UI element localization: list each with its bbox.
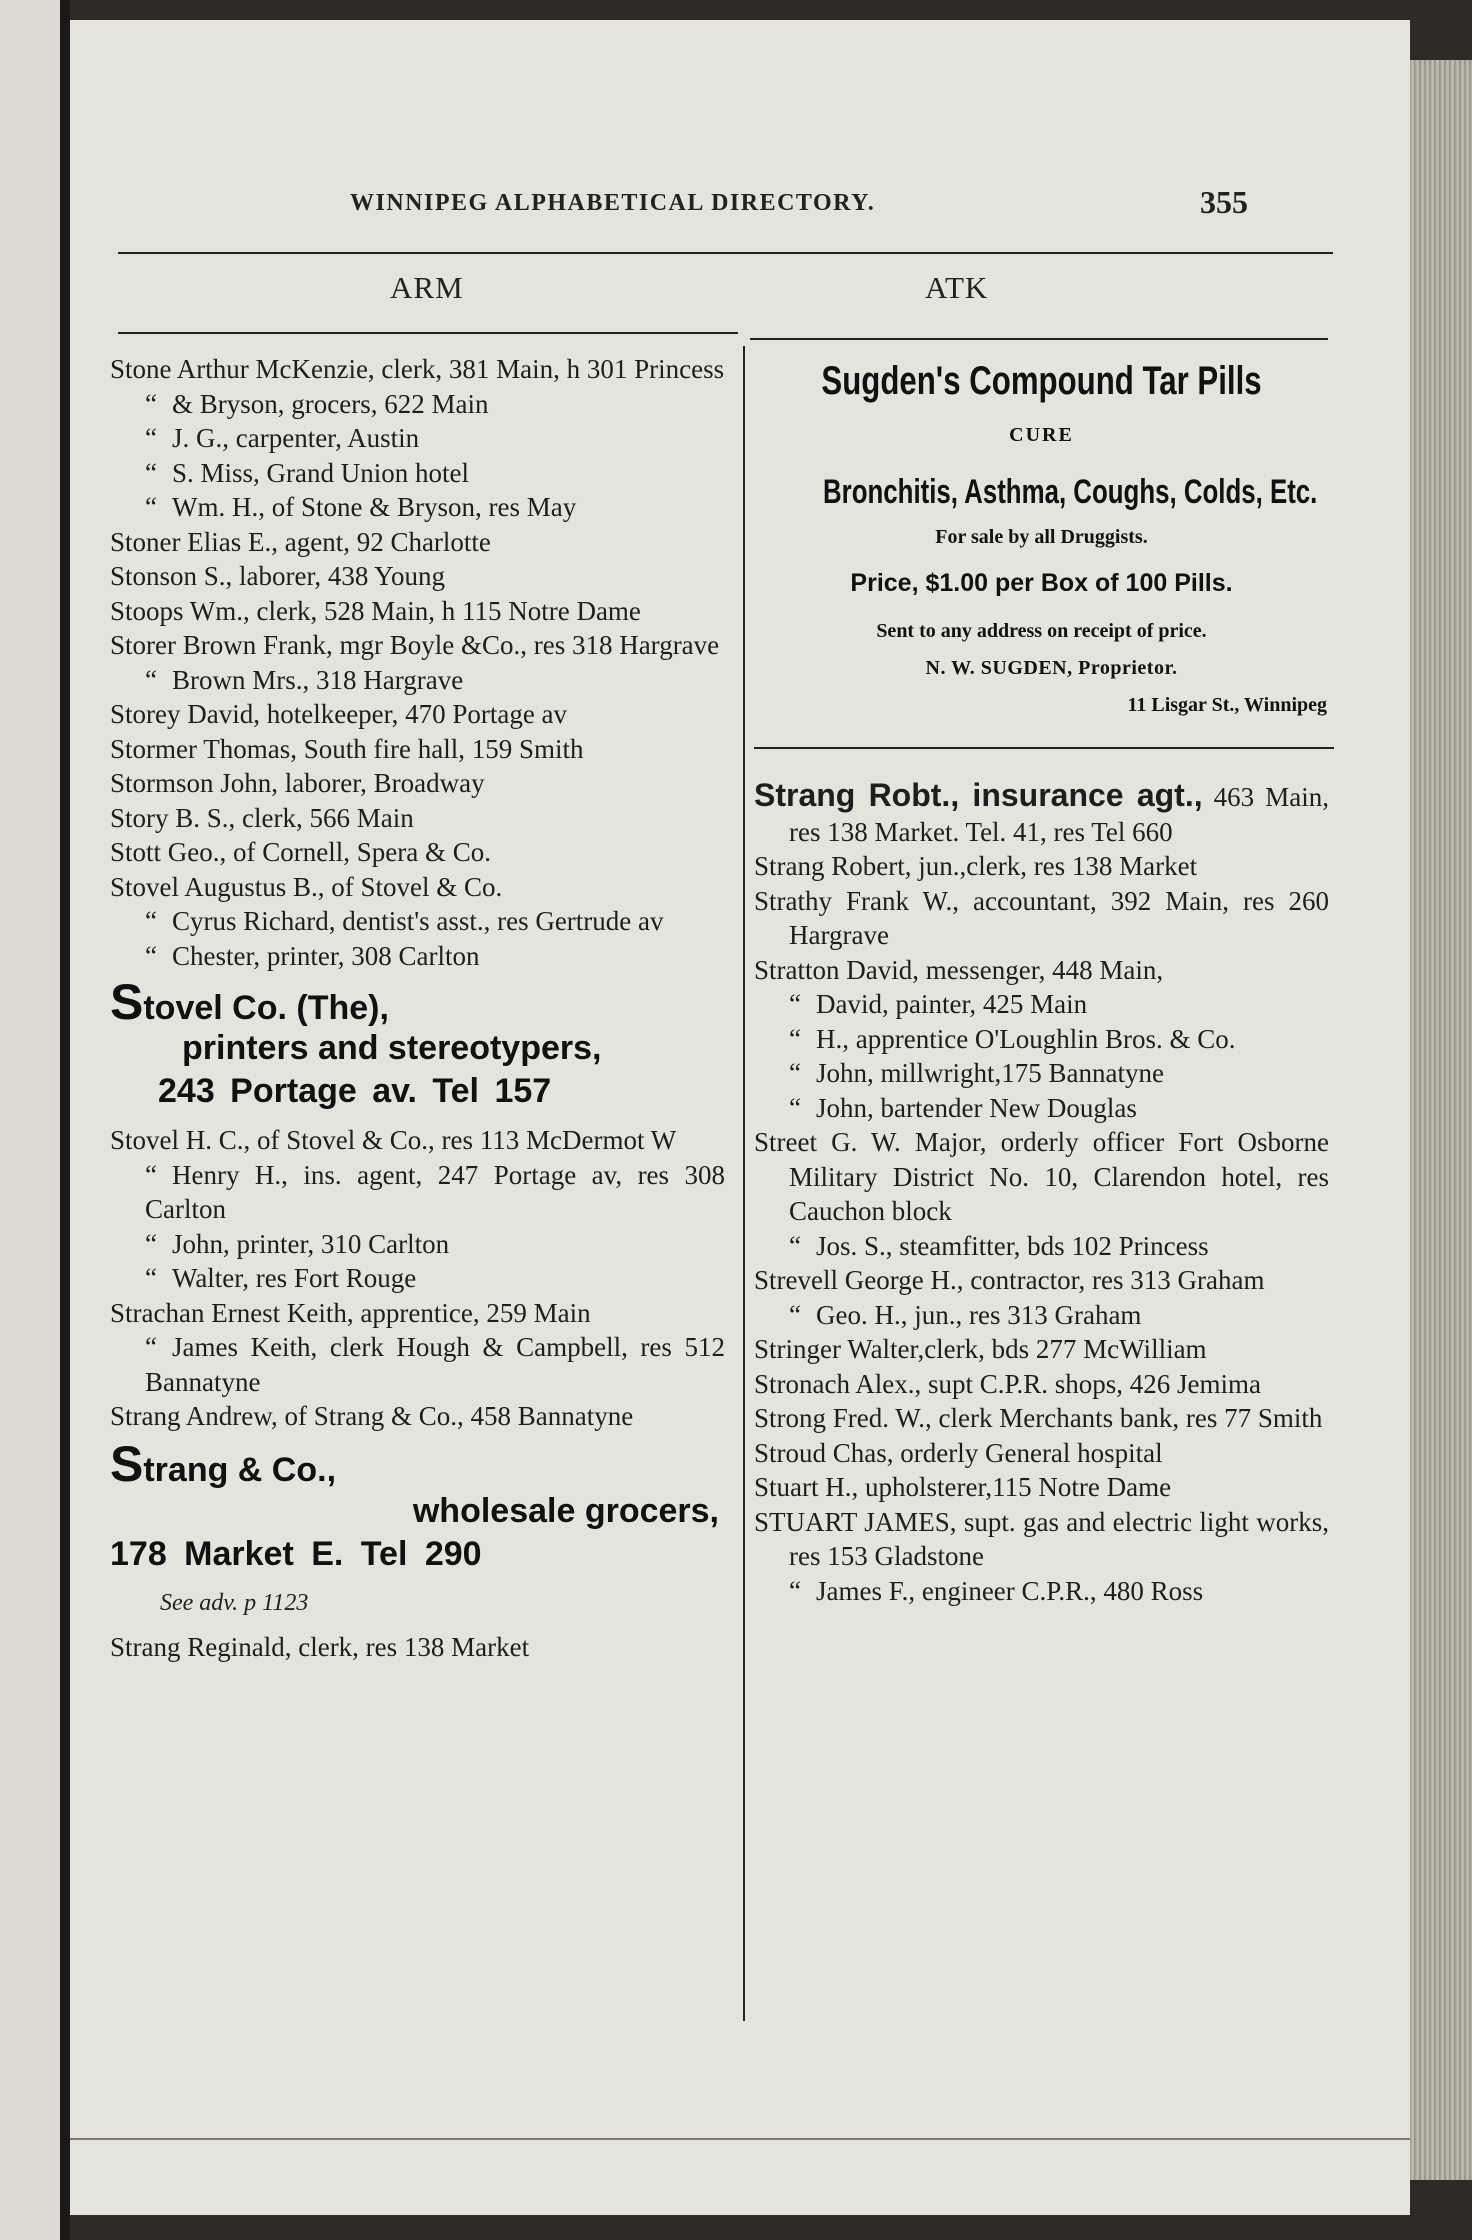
strang-robt-rest: 463 Main, res 138 Market. Tel. 41, res Tel 660 xyxy=(789,782,1329,847)
directory-entry xyxy=(110,732,725,767)
directory-entry xyxy=(754,1056,1329,1091)
entry-text: Stringer Walter,clerk, bds 277 McWilliam xyxy=(754,1334,1207,1364)
entry-text: Stoops Wm., clerk, 528 Main, h 115 Notre Dame xyxy=(110,595,641,626)
directory-entry xyxy=(754,1229,1329,1264)
directory-entry xyxy=(110,1158,725,1227)
directory-entry xyxy=(110,559,725,594)
sugden-ad-cure: CURE xyxy=(1009,424,1074,446)
header-rule xyxy=(118,252,1333,254)
ditto-mark: “ xyxy=(145,457,157,488)
ditto-mark: “ xyxy=(789,1230,801,1261)
directory-entry xyxy=(110,594,725,629)
entry-text: Stott Geo., of Cornell, Spera & Co. xyxy=(110,837,491,867)
entry-text: Walter, res Fort Rouge xyxy=(172,1263,417,1293)
entry-list-left-c xyxy=(110,1630,725,1665)
binding-gutter xyxy=(0,0,70,2240)
directory-entry xyxy=(754,1436,1329,1471)
stovel-ad-name: tovel Co. (The), xyxy=(143,989,389,1027)
sugden-ad-ailments: Bronchitis, Asthma, Coughs, Colds, Etc. xyxy=(823,473,1318,511)
entry-text: & Bryson, grocers, 622 Main xyxy=(172,388,489,419)
strang-robt-bold: Strang Robt., insurance agt., xyxy=(754,777,1203,813)
entry-text: S. Miss, Grand Union hotel xyxy=(172,457,469,488)
ditto-mark: “ xyxy=(789,1575,801,1606)
entry-text: Strang Robert, jun.,clerk, res 138 Market xyxy=(754,851,1198,881)
entry-text: Brown Mrs., 318 Hargrave xyxy=(172,664,464,695)
directory-entry xyxy=(110,904,725,939)
entry-list-left-a xyxy=(110,352,725,973)
entry-list-left-b xyxy=(110,1123,725,1434)
entry-text: John, millwright,175 Bannatyne xyxy=(816,1058,1164,1088)
page-fore-edge xyxy=(1410,60,1472,2180)
entry-text: Stroud Chas, orderly General hospital xyxy=(754,1437,1163,1468)
entry-text: Wm. H., of Stone & Bryson, res May xyxy=(172,492,577,522)
directory-entry xyxy=(110,628,725,663)
directory-entry xyxy=(754,1367,1329,1402)
directory-entry xyxy=(754,884,1329,953)
directory-entry xyxy=(110,352,725,387)
directory-entry xyxy=(754,1091,1329,1126)
ditto-mark: “ xyxy=(145,1332,157,1362)
ditto-mark: “ xyxy=(789,1092,801,1123)
strang-ad-initial: S xyxy=(110,1435,144,1492)
entry-text: Strang Reginald, clerk, res 138 Market xyxy=(110,1631,530,1662)
entry-text: Stormer Thomas, South fire hall, 159 Smith xyxy=(110,733,584,764)
ditto-mark: “ xyxy=(145,492,157,522)
directory-entry xyxy=(110,870,725,905)
directory-entry xyxy=(110,939,725,974)
entry-text: Street G. W. Major, orderly officer Fort Osborne Military District No. 10, Clarendon hotel, res Cauchon block xyxy=(754,1127,1329,1226)
strang-ad-address: 178 Market E. Tel 290 xyxy=(110,1534,482,1573)
entry-text: Stovel Augustus B., of Stovel & Co. xyxy=(110,871,503,902)
ditto-mark: “ xyxy=(145,1263,157,1293)
ditto-mark: “ xyxy=(145,423,157,453)
stovel-co-advertisement xyxy=(110,974,725,1113)
entry-text: H., apprentice O'Loughlin Bros. & Co. xyxy=(816,1023,1236,1054)
entry-text: STUART JAMES, supt. gas and electric light works, res 153 Gladstone xyxy=(754,1506,1329,1571)
left-column xyxy=(110,352,725,1664)
entry-text: Henry H., ins. agent, 247 Portage av, res 308 Carlton xyxy=(145,1159,725,1224)
entry-text: Story B. S., clerk, 566 Main xyxy=(110,802,414,833)
left-column-rule xyxy=(118,332,738,334)
right-column-rule xyxy=(750,338,1328,340)
entry-text: Cyrus Richard, dentist's asst., res Gertrude av xyxy=(172,906,664,936)
strang-see-adv: See adv. p 1123 xyxy=(160,1589,309,1616)
ditto-mark: “ xyxy=(145,1159,157,1190)
sugden-ad-price: Price, $1.00 per Box of 100 Pills. xyxy=(850,569,1233,597)
strang-ad-name: trang & Co., xyxy=(143,1450,337,1489)
directory-entry xyxy=(110,766,725,801)
running-head-title: WINNIPEG ALPHABETICAL DIRECTORY. xyxy=(350,190,876,216)
directory-entry xyxy=(110,421,725,456)
ditto-mark: “ xyxy=(789,1299,801,1330)
ditto-mark: “ xyxy=(789,989,801,1019)
directory-entry xyxy=(110,1123,725,1158)
directory-entry xyxy=(110,835,725,870)
directory-entry xyxy=(110,697,725,732)
entry-text: James Keith, clerk Hough & Campbell, res 512 Bannatyne xyxy=(145,1332,725,1397)
directory-entry xyxy=(110,1227,725,1262)
right-column xyxy=(690,352,1330,1608)
directory-entry xyxy=(754,987,1329,1022)
directory-entry xyxy=(754,1401,1329,1436)
ditto-mark: “ xyxy=(145,940,157,971)
stovel-ad-trade: printers and stereotypers, xyxy=(182,1029,602,1067)
strang-co-advertisement xyxy=(110,1435,725,1576)
entry-text: Storer Brown Frank, mgr Boyle &Co., res 318 Hargrave xyxy=(110,630,720,660)
directory-entry xyxy=(110,1330,725,1399)
entry-text: Jos. S., steamfitter, bds 102 Princess xyxy=(816,1230,1209,1261)
entry-text: Strong Fred. W., clerk Merchants bank, res 77 Smith xyxy=(754,1403,1323,1433)
strang-ad-trade: wholesale grocers, xyxy=(412,1491,719,1530)
directory-entry xyxy=(754,1332,1329,1367)
directory-entry xyxy=(754,1263,1329,1298)
directory-entry xyxy=(110,387,725,422)
entry-text: Strachan Ernest Keith, apprentice, 259 Main xyxy=(110,1297,591,1328)
entry-text: Strang Andrew, of Strang & Co., 458 Bannatyne xyxy=(110,1401,634,1431)
entry-text: Strathy Frank W., accountant, 392 Main, res 260 Hargrave xyxy=(754,885,1329,950)
sugden-ad-address: 11 Lisgar St., Winnipeg xyxy=(1127,694,1327,716)
directory-entry xyxy=(754,1574,1329,1609)
directory-entry xyxy=(110,490,725,525)
entry-text: Stronach Alex., supt C.P.R. shops, 426 Jemima xyxy=(754,1368,1262,1399)
entry-list-right xyxy=(754,777,1329,1608)
ditto-mark: “ xyxy=(145,906,157,936)
ditto-mark: “ xyxy=(789,1058,801,1088)
entry-text: Stormson John, laborer, Broadway xyxy=(110,768,485,798)
directory-entry xyxy=(110,1261,725,1296)
strang-robt-entry xyxy=(754,777,1329,849)
entry-text: John, bartender New Douglas xyxy=(816,1092,1137,1123)
sugden-ad-title: Sugden's Compound Tar Pills xyxy=(821,359,1262,403)
sugden-advertisement xyxy=(754,356,1329,717)
right-entry-items xyxy=(754,849,1329,1608)
sugden-ad-proprietor: N. W. SUGDEN, Proprietor. xyxy=(925,657,1178,679)
directory-entry xyxy=(110,456,725,491)
entry-text: Stonson S., laborer, 438 Young xyxy=(110,561,445,591)
ditto-mark: “ xyxy=(145,664,157,695)
left-column-key: ARM xyxy=(390,270,464,305)
directory-entry xyxy=(754,849,1329,884)
directory-entry xyxy=(110,1630,725,1665)
directory-entry xyxy=(754,1298,1329,1333)
entry-text: Strevell George H., contractor, res 313 Graham xyxy=(754,1265,1265,1295)
ditto-mark: “ xyxy=(145,1228,157,1259)
right-column-key: ATK xyxy=(925,270,989,305)
entry-text: Geo. H., jun., res 313 Graham xyxy=(816,1299,1142,1330)
ditto-mark: “ xyxy=(789,1023,801,1054)
entry-text: John, printer, 310 Carlton xyxy=(172,1228,450,1259)
entry-text: Stone Arthur McKenzie, clerk, 381 Main, h 301 Princess xyxy=(110,354,725,384)
directory-entry xyxy=(754,1470,1329,1505)
running-head xyxy=(70,184,1410,230)
entry-text: James F., engineer C.P.R., 480 Ross xyxy=(816,1575,1204,1606)
stovel-ad-address: 243 Portage av. Tel 157 xyxy=(158,1072,552,1110)
entry-text: David, painter, 425 Main xyxy=(816,989,1088,1019)
directory-page xyxy=(70,20,1410,2215)
directory-entry xyxy=(754,1505,1329,1574)
directory-entry xyxy=(754,953,1329,988)
entry-text: Stuart H., upholsterer,115 Notre Dame xyxy=(754,1472,1172,1502)
entry-text: Storey David, hotelkeeper, 470 Portage av xyxy=(110,699,568,729)
page-bottom-edge xyxy=(70,2138,1410,2140)
sugden-ad-sale: For sale by all Druggists. xyxy=(935,526,1148,548)
advertisement-rule xyxy=(754,747,1334,749)
directory-entry xyxy=(110,663,725,698)
directory-entry xyxy=(754,1022,1329,1057)
page-number: 355 xyxy=(1200,184,1248,220)
ditto-mark: “ xyxy=(145,388,157,419)
entry-text: J. G., carpenter, Austin xyxy=(172,423,420,453)
directory-entry xyxy=(754,1125,1329,1229)
directory-entry xyxy=(110,1296,725,1331)
stovel-ad-initial: S xyxy=(110,974,144,1030)
sugden-ad-sent: Sent to any address on receipt of price. xyxy=(876,620,1207,642)
entry-text: Chester, printer, 308 Carlton xyxy=(172,940,480,971)
entry-text: Stratton David, messenger, 448 Main, xyxy=(754,954,1164,985)
directory-entry xyxy=(110,1399,725,1434)
directory-entry xyxy=(110,525,725,560)
directory-entry xyxy=(110,801,725,836)
entry-text: Stovel H. C., of Stovel & Co., res 113 McDermot W xyxy=(110,1125,677,1155)
entry-text: Stoner Elias E., agent, 92 Charlotte xyxy=(110,526,491,557)
